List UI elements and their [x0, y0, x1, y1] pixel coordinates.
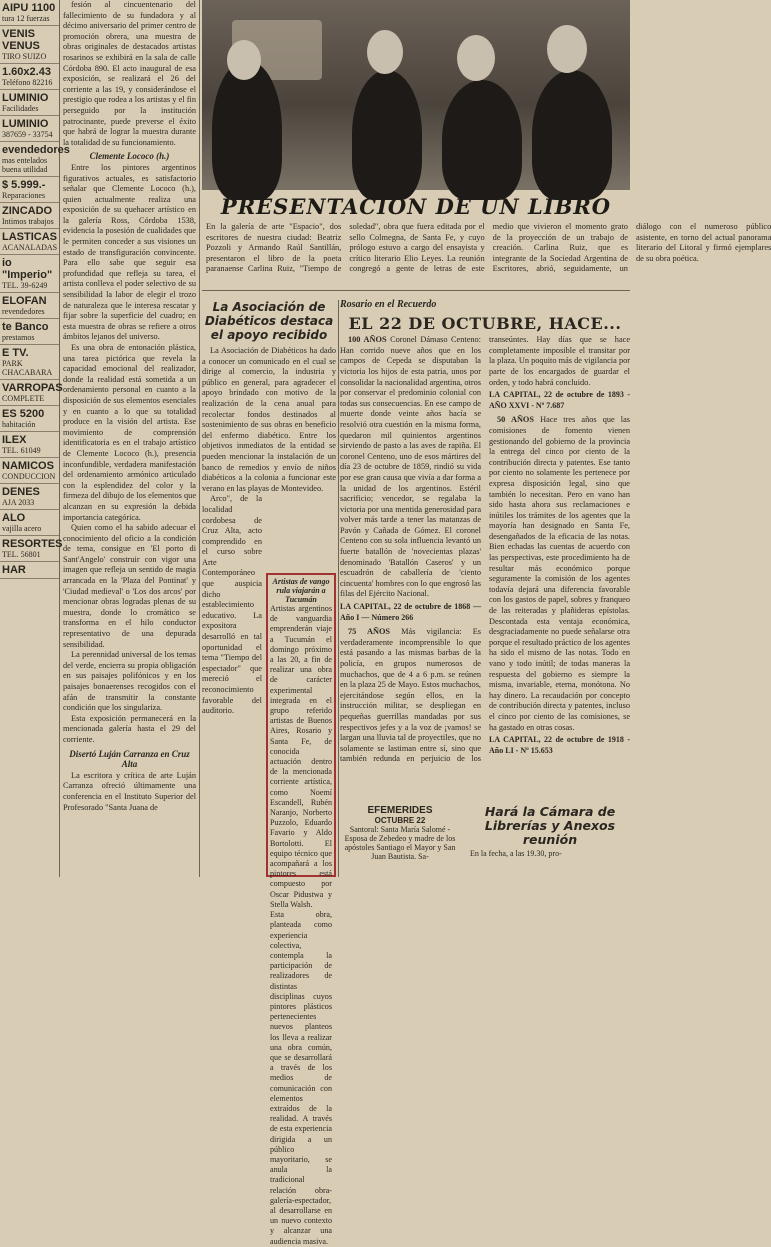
- ad-title: NAMICOS: [2, 460, 54, 472]
- section-rule: [202, 290, 630, 291]
- classified-ad: [0, 458, 59, 484]
- article-paragraph: Entre los pintores argentinos figurativos actuales, es satisfactorio señalar que Clemente Lococo (h.), quien actualmente realiza una exposición de su quehacer artístico en la galería Ross, Córdoba 1538, evidencia la posesión de cualidades que le permiten conceder a sus visiones un estado de transfiguración convincente. Para ello sabe que seguir esa profundidad que refleja su tarea, el artista conlleva el poder selectivo de su sensibilidad la labor de elegir el trozo de naturaleza que le interesa rescatar y fijar sobre la superficie del cuadro; en esta muestra de obras se refiere a otros ámbitos lejanos del universo.: [63, 162, 196, 342]
- entry-text: Más vigilancia: Es verdaderamente incomprensible lo que está pasando a las mismas barbas de la policía, en grupos numerosos de muchachos, que de 4 a 6 p.m. se reúnen en la plaza 25 de Mayo. Estos muchachos, ejercitándose según ellos, en la instrucción militar, se despliegan en pequeñas guerrillas mandadas por sus respectivos jefes y a la voz de ¡vamos! se largan una lluvia tal de proyectiles, que no solamente se lastiman entre sí, sino que también redunda en perjuicio de los transeúntes. Hay días que se hace completamente imposible el transitar por la plaza. Un poquito más de vigilancia por parte de los encargados de guardar el orden, y todo habrá concluido.: [340, 335, 630, 764]
- ad-text: mas entelados buena utilidad: [2, 156, 48, 174]
- photo-face: [457, 35, 495, 81]
- ad-title: ILEX: [2, 434, 27, 446]
- ad-title: te Banco: [2, 321, 49, 333]
- photo-face: [547, 25, 587, 73]
- ad-title: HAR: [2, 564, 26, 576]
- classified-ad: [0, 26, 59, 64]
- ad-title: ES 5200: [2, 408, 45, 420]
- classified-ad: [0, 203, 59, 229]
- classified-ad: [0, 406, 59, 432]
- ad-title: ELOFAN: [2, 295, 47, 307]
- classified-ad: [0, 0, 59, 26]
- ad-text: CONDUCCION: [2, 472, 56, 481]
- ad-title: VENIS VENUS: [2, 28, 40, 52]
- article-paragraph: La Asociación de Diabéticos ha dado a conocer un comunicado en el cual se dirige al comercio, la industria y público en general, para agradecer el apoyo brindado con motivo de la realización de la cena anual para recolectar fondos destinados al sostenimiento de sus obras en beneficio del enfermo diabético. Entre los objetivos inmediatos de la entidad se pueden mencionar la instalación de un banco de remedios y envío de niños diabéticos a la colonia a funcionar este verano en las playas de Montevideo.: [202, 346, 336, 493]
- ad-text: TEL. 39-6249: [2, 281, 48, 290]
- entry-citation: LA CAPITAL, 22 de octubre de 1918 - Año LI - Nº 15.653: [489, 735, 630, 755]
- classified-ad: [0, 319, 59, 345]
- event-photo: [202, 0, 630, 190]
- photo-person: [352, 70, 422, 200]
- entry-year: 100 AÑOS: [348, 335, 387, 345]
- ad-text: TEL. 56801: [2, 550, 41, 559]
- ad-text: PARK CHACABARA: [2, 359, 53, 377]
- rosario-recuerdo-section: [340, 300, 630, 877]
- ad-text: tura 12 fuerzas: [2, 14, 50, 23]
- efemerides-date: OCTUBRE 22: [374, 816, 426, 825]
- article-paragraph: Esta obra, planteada como experiencia colectiva, contempla la participación de realizadores de distintas disciplinas cuyos pintores plásticos pertenecientes nuevos planteos los lleva a realizar una obra común, que se desarrollará a través de los medios de comunicación con elementos extraídos de la realidad. A través de esta experiencia dirigida a un público mayoritario, se anula la tradicional relación obra-galería-espectador, al desarrollarse en un nuevo contexto y alcanzar una audiencia masiva.: [270, 910, 332, 1246]
- photo-face: [227, 40, 261, 80]
- ad-text: Reparaciones: [2, 191, 46, 200]
- ad-title: ZINCADO: [2, 205, 53, 217]
- article-paragraph: fesión al cincuentenario del fallecimiento de su fundadora y al décimo aniversario del primer centro de promoción obrera, una muestra de obras originales de destacados artistas rosarinos se exhibirá en la sala de calle Córdoba 890. El acto inaugural de esa exposición, se realizará el 26 del corriente a las 19, y considerándose el prestigio que rodea a los artistas y el fin perseguido por la institución patrocinante, puede preverse el éxito que habrá de lograr la muestra durante la totalidad de su funcionamiento.: [63, 0, 196, 147]
- article-paragraph: Quien como el ha sabido adecuar el conocimiento del oficio a la condición de tema, consigue en 'El porto di Sant'Angelo' construir con vigor una imagen que refleja un sentido de magia arrancada en la 'Plaza del Pontinat' y 'Ciudad medieval' o 'Los dos arcos' por mencionar obras logradas plenas de su muestra, donde lo cromático se transforma en el hilo conductor representativo de una depurada sensibilidad.: [63, 523, 196, 649]
- ad-title: evendedores: [2, 144, 70, 156]
- ad-title: 1.60x2.43: [2, 66, 51, 78]
- entry-text: Coronel Dámaso Centeno: Han corrido nueve años que en los campos de Cepeda se disputaban la victoria los hijos de esta patria, unos por consolidar la nacionalidad argentina, otros por conservar el predominio colonial con todas sus consecuencias. En ese campo de muerte donde veinte años hacía se resolvió otra cuestión en la misma forma, quedaron mil quinientos argentinos sirviendo de pasto a las aves de rapiña. El coronel Centeno, uno de esos mártires del día 23 de octubre de 1859, rindió su vida por ese gran causa que vivía a dar forma a la unidad de los argentinos. Estéril sacrificio; vencedor, se regalaba la victoria por una mentida generosidad para volver más tarde a tener las matanzas de Pavón y Cañada de Gómez. El coronel Centeno con su sola influencia levantó un fuerte batallón de 'novecientas plazas' denominado 'Batallón Caseros' y un escuadrón de caballería de 'ciento cincuenta' hombres con lo que engrosó las filas del Ejército Nacional.: [340, 335, 481, 599]
- ad-text: AJA 2033: [2, 498, 35, 507]
- entry-citation: LA CAPITAL, 22 de octubre de 1893 - AÑO XXVI - Nº 7.687: [489, 390, 630, 410]
- ad-text: habitación: [2, 420, 36, 429]
- subheading: Clemente Lococo (h.): [89, 151, 170, 162]
- efemerides-block: [340, 805, 460, 861]
- ad-text: Facilidades: [2, 104, 39, 113]
- article-paragraph: En la fecha, a las 19.30, pro-: [470, 849, 562, 858]
- ad-text: TEL. 61049: [2, 446, 41, 455]
- article-paragraph: Es una obra de entonación plástica, una tarea pictórica que revela la capacidad emocional del realizador, donde la realidad está sometida a un ordenamiento personal en cuanto a la disposición de sus elementos esenciales y en cuanto a lo que su totalidad produce en la visión del artista. Ese movimiento de comprensión identificatoria es en el trabajo artístico de Clemente Lococo (h.), presencia inconfundible, verdadera manifestación del ordenamiento armónico articulado con la esplendidez del color y la firmeza del dibujo de los elementos que alcanzan en su expresión la debida importancia categórica.: [63, 343, 196, 522]
- classified-ad: [0, 536, 63, 562]
- photo-face: [367, 30, 403, 74]
- ad-title: io "Imperio": [2, 257, 53, 281]
- article-title: Hará la Cámara de Librerías y Anexos reunión: [484, 804, 616, 847]
- efemerides-title: EFEMERIDES: [367, 805, 433, 816]
- photo-caption: En la galería de arte "Espacio", dos escritores de nuestra ciudad: Beatriz Pozzoli y Armando Raúl Santillán, presentaron el libro de la poeta paranaense Carlina Ruiz, "Tiempo de soledad", obra que fuera editada por el sello Colmegna, de Santa Fe, y cuyo prólogo estuvo a cargo del ensayista y crítico literario Elio Leyes. La reunión congregó a gente de letras de este medio que vivieron el momento grato de la proyección de un trabajo de creación. Carlina Ruiz, que es integrante de la Sociedad Argentina de Escritores, abrió, seguidamente, un diálogo con el numeroso público asistente, en torno del actual panorama literario del Litoral y firmó ejemplares de su obra poética.: [206, 222, 771, 273]
- ad-title: ALO: [2, 512, 26, 524]
- classified-ad: [0, 562, 59, 579]
- ad-text: Teléfono 82216: [2, 78, 53, 87]
- efemerides-text: Santoral: Santa María Salomé - Esposa de Zebedeo y madre de los apóstoles Santiago el Mayor y San Juan Bautista. Sa-: [344, 825, 456, 861]
- ad-title: E TV.: [2, 347, 29, 359]
- classified-ad: [0, 142, 70, 177]
- classified-ad: [0, 229, 59, 255]
- highlighted-article-box: [266, 573, 336, 1246]
- classified-ad: [0, 64, 59, 90]
- column-rule: [199, 0, 200, 877]
- article-paragraph: Esta exposición permanecerá en la mencionada galería hasta el 29 del corriente.: [63, 713, 196, 744]
- photo-person: [212, 60, 282, 200]
- ad-title: $ 5.999.-: [2, 179, 46, 191]
- ad-title: LUMINIO: [2, 92, 49, 104]
- classified-ad: [0, 177, 59, 203]
- rosario-entries: [340, 335, 630, 765]
- classified-ad: [0, 90, 59, 116]
- section-kicker: Rosario en el Recuerdo: [340, 299, 437, 310]
- ad-title: LUMINIO: [2, 118, 49, 130]
- section-title: EL 22 DE OCTUBRE, HACE...: [348, 313, 622, 333]
- subheading: Disertó Luján Carranza en Cruz Alta: [69, 748, 190, 770]
- ad-text: TIRO SUIZO: [2, 52, 47, 61]
- entry-year: 75 AÑOS: [348, 627, 391, 637]
- ad-text: ACANALADAS: [2, 243, 58, 252]
- entry-year: 50 AÑOS: [497, 415, 535, 425]
- camara-librerias-article: [470, 805, 630, 861]
- art-article-column: [63, 0, 196, 877]
- entry-citation: LA CAPITAL, 22 de octubre de 1868 — Año I — Número 266: [340, 602, 481, 622]
- article-paragraph: Arco", de la localidad cordobesa de Cruz Alta, acto comprendido en el curso sobre Arte Contemporáneo que auspicia dicho establecimiento educativo. La expositora desarrolló en tal oportunidad el tema "Tiempo del espectador" que mereció el reconocimiento favorable del auditorio.: [202, 494, 262, 716]
- article-paragraph: Artistas argentinos de vanguardia emprenderán viaje a Tucumán el domingo próximo a las 20, a fin de realizar una obra de carácter experimental integrada en el grupo referido artistas de Buenos Aires, Rosario y Santa Fe, de conocida actuación dentro de la mencionada corriente artística, como Noemí Escandell, Rubén Naranjo, Norberto Puzzolo, Eduardo Favario y Aldo Bortolotti. El equipo técnico que acompañará a los pintores está compuesto por Oscar Pidustwa y Stella Walsh.: [270, 604, 332, 909]
- ad-title: LASTICAS: [2, 231, 57, 243]
- classified-ad: [0, 116, 59, 142]
- article-paragraph: La escritora y crítica de arte Luján Carranza ofreció últimamente una conferencia en el Instituto Superior del Profesorado "Santa Juana de: [63, 770, 196, 812]
- column-rule: [338, 300, 339, 877]
- photo-person: [442, 80, 522, 200]
- box-title: Artistas de vango rula viajarán a Tucumán: [272, 577, 330, 604]
- classified-ad: [0, 484, 59, 510]
- ad-title: VARROPAS: [2, 382, 63, 394]
- classified-ad: [0, 255, 59, 293]
- headline: PRESENTACION DE UN LIBRO: [220, 194, 612, 219]
- ad-title: AIPU 1100: [2, 2, 56, 14]
- classified-ad: [0, 293, 59, 319]
- ad-text: Intimos trabajos: [2, 217, 54, 226]
- ad-text: 387659 - 33754: [2, 130, 53, 139]
- article-title: La Asociación de Diabéticos destaca el apoyo recibido: [204, 300, 334, 342]
- ad-text: vajilla acero: [2, 524, 42, 533]
- entry-text: Hace tres años que las comisiones de fomento vienen gestionando del gobierno de la provincia la entrega del cinco por ciento de la contribución directa y patentes. Ese tanto por ciento no solamente les pertenece por expresa disposición legal, sino que también lo necesitan. Pero en vano han sido hasta ahora sus reclamaciones e inútiles los trámites de los agentes que la mayoría han designado en Santa Fe, desengañados de la eficacia de las notas. Bien echadas las cuentas de acuerdo con las perspectivas, este procedimiento ha de resultar más económico porque seguramente la comisión de los agentes todavía dejará una diferencia favorable con los gastos de papel, sobres y franqueo de las reiteradas y plañideras epístolas. Descontada esta ventaja económica, desgraciadamente no puede señalarse otra porque el resultado práctico de los agentes ha sido el mismo de las notas. Todo en vano y todo inútil; de todas maneras la respuesta del gobierno es siempre la misma, invariable, eterna, monótona. No hay dinero. La recaudación por concepto de contribución directa y patentes, incluso el cinco por ciento de las comisiones, se ha gastado en otras cosas.: [489, 415, 631, 732]
- ad-text: COMPLETE: [2, 394, 45, 403]
- ad-text: prestamos: [2, 333, 35, 342]
- ad-title: DENES: [2, 486, 40, 498]
- classified-ad: [0, 345, 59, 380]
- ad-title: RESORTES: [2, 538, 63, 550]
- classified-ad: [0, 380, 63, 406]
- classified-ad: [0, 510, 59, 536]
- article-paragraph: La perennidad universal de los temas del verde, encierra su propia obligación en sus paisajes polifónicos y en los paisajes bonaerenses recogidos con el afán de transmitir la constante condición que los singulariza.: [63, 650, 196, 713]
- classified-ads-column: [0, 0, 70, 877]
- classified-ad: [0, 432, 59, 458]
- photo-person: [532, 70, 612, 200]
- ad-text: revendedores: [2, 307, 45, 316]
